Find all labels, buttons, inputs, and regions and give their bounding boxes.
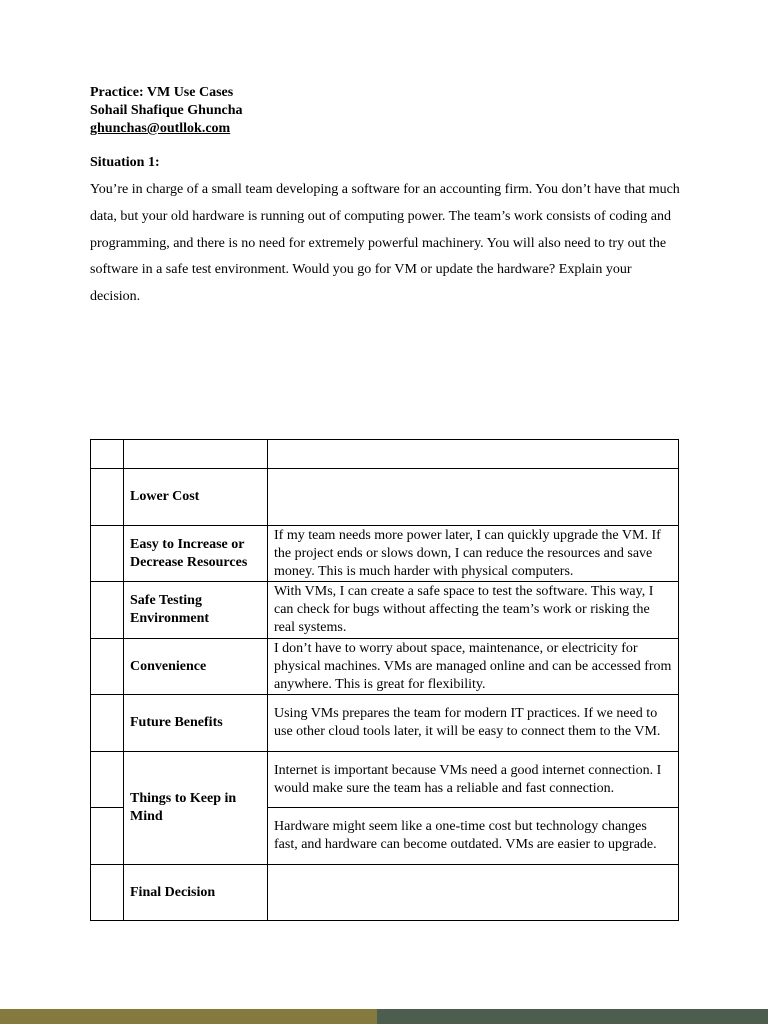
- row-description-cell: Internet is important because VMs need a good internet connection. I would make sure the team has a reliable and fast connection.: [268, 752, 679, 808]
- row-label-cell: [124, 440, 268, 469]
- table-row: [91, 440, 679, 469]
- row-label-cell: Future Benefits: [124, 695, 268, 752]
- table-row: [91, 752, 679, 808]
- author-name: Sohail Shafique Ghuncha: [90, 103, 243, 118]
- row-number-cell: [91, 440, 124, 469]
- row-label-cell: Safe Testing Environment: [124, 582, 268, 639]
- row-number-cell: [91, 695, 124, 752]
- table-row: [91, 865, 679, 921]
- row-number-cell: [91, 639, 124, 695]
- row-label-cell: Easy to Increase or Decrease Resources: [124, 526, 268, 582]
- row-label-cell: Convenience: [124, 639, 268, 695]
- author-email-link[interactable]: ghunchas@outllok.com: [90, 121, 231, 136]
- table-row: [91, 526, 679, 582]
- row-description-cell: Hardware might seem like a one-time cost but technology changes fast, and hardware can become outdated. VMs are easier to upgrade.: [268, 808, 679, 865]
- row-number-cell: [91, 469, 124, 526]
- row-number-cell: [91, 752, 124, 808]
- row-description-cell: I don’t have to worry about space, maintenance, or electricity for physical machines. VMs are managed online and can be accessed from anywhere. This is great for flexibility.: [268, 639, 679, 695]
- row-description-cell: With VMs, I can create a safe space to test the software. This way, I can check for bugs without affecting the team’s work or risking the real systems.: [268, 582, 679, 639]
- row-description-cell: Using VMs prepares the team for modern IT practices. If we need to use other cloud tools later, it will be easy to connect them to the VM.: [268, 695, 679, 752]
- row-description-cell: If my team needs more power later, I can quickly upgrade the VM. If the project ends or slows down, I can reduce the resources and save money. This is much harder with physical computers.: [268, 526, 679, 582]
- table-row: [91, 582, 679, 639]
- row-number-cell: [91, 526, 124, 582]
- situation-paragraph: You’re in charge of a small team developing a software for an accounting firm. You don’t have that much data, but your old hardware is running out of computing power. The team’s work consists of coding and programming, and there is no need for extremely powerful machinery. You will also need to try out the software in a safe test environment. Would you go for VM or update the hardware? Explain your decision.: [90, 182, 680, 305]
- situation-heading: Situation 1:: [90, 155, 160, 170]
- vm-benefits-table: [90, 439, 679, 921]
- footer-band-left: [0, 1009, 377, 1024]
- row-label-cell: Final Decision: [124, 865, 268, 921]
- row-number-cell: [91, 582, 124, 639]
- table-row: [91, 469, 679, 526]
- row-description-cell: [268, 469, 679, 526]
- row-number-cell: [91, 865, 124, 921]
- row-number-cell: [91, 808, 124, 865]
- row-label-cell: Lower Cost: [124, 469, 268, 526]
- row-label-cell: Things to Keep in Mind: [124, 752, 268, 865]
- row-description-cell: [268, 865, 679, 921]
- table-row: [91, 695, 679, 752]
- document-title: Practice: VM Use Cases: [90, 85, 234, 100]
- row-description-cell: [268, 440, 679, 469]
- document-header: [90, 84, 243, 138]
- table-row: [91, 639, 679, 695]
- footer-band-right: [377, 1009, 768, 1024]
